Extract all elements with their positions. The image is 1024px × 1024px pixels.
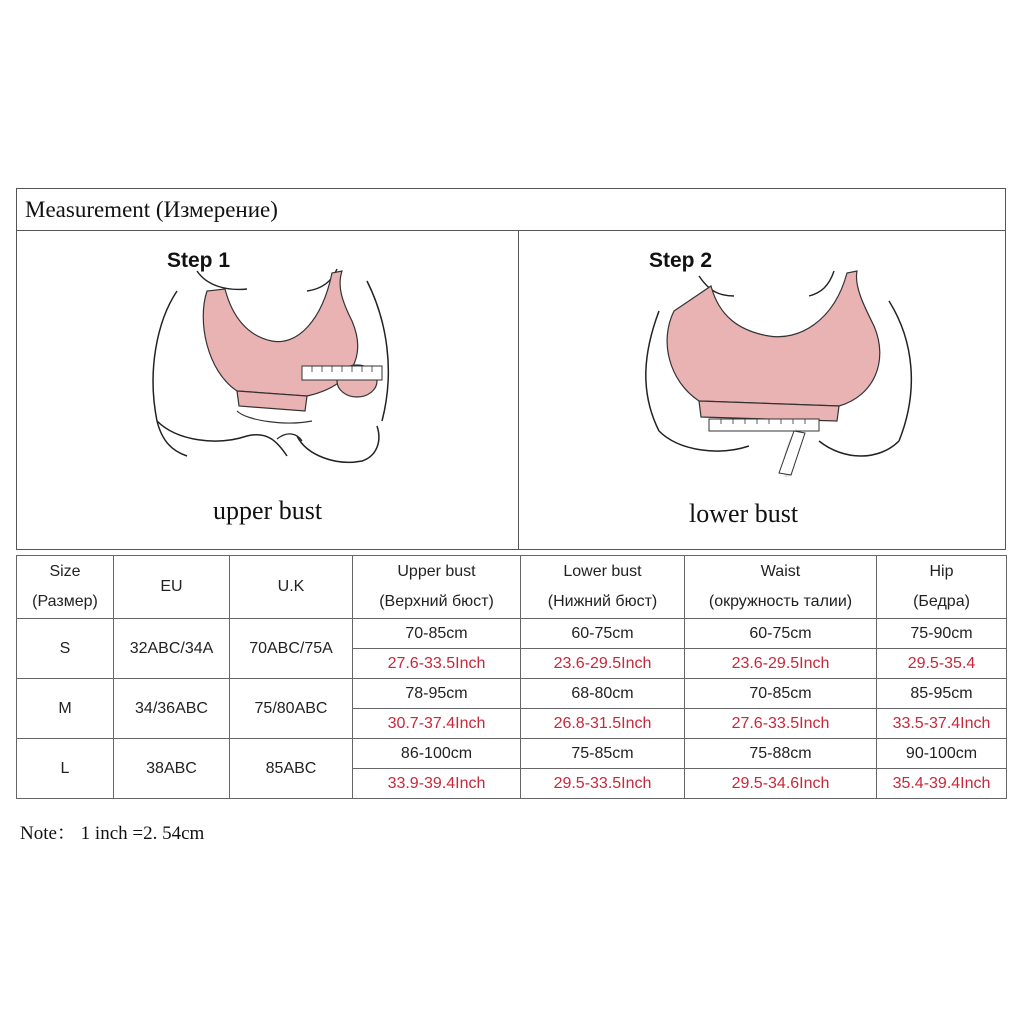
table-row bbox=[17, 679, 1007, 709]
column-header-label: Size bbox=[49, 563, 81, 580]
size-cell: L bbox=[17, 739, 114, 799]
column-header bbox=[877, 556, 1007, 619]
lower-bust-inch-cell: 29.5-33.5Inch bbox=[521, 769, 685, 799]
upper-bust-inch-cell: 33.9-39.4Inch bbox=[353, 769, 521, 799]
uk-size-cell: 85ABC bbox=[230, 739, 353, 799]
measurement-panel bbox=[16, 188, 1006, 550]
eu-size-cell: 38ABC bbox=[114, 739, 230, 799]
waist-cm-cell: 70-85cm bbox=[685, 679, 877, 709]
lower-bust-inch-cell: 26.8-31.5Inch bbox=[521, 709, 685, 739]
uk-size-cell: 75/80ABC bbox=[230, 679, 353, 739]
column-header-sublabel: (Верхний бюст) bbox=[379, 593, 494, 610]
column-header-sublabel: (окружность талии) bbox=[708, 593, 853, 610]
column-header bbox=[230, 556, 353, 619]
column-header bbox=[521, 556, 685, 619]
step1-label: Step 1 bbox=[167, 249, 231, 272]
column-header-sublabel: (Нижний бюст) bbox=[547, 593, 658, 610]
conversion-note: Note： 1 inch =2. 54cm bbox=[20, 823, 205, 844]
upper-bust-cm-cell: 86-100cm bbox=[353, 739, 521, 769]
eu-size-cell: 34/36ABC bbox=[114, 679, 230, 739]
measurement-title: Measurement (Измерение) bbox=[17, 189, 1005, 231]
lower-bust-illustration bbox=[629, 261, 919, 481]
column-header bbox=[353, 556, 521, 619]
lower-bust-cm-cell: 75-85cm bbox=[521, 739, 685, 769]
uk-size-cell: 70ABC/75A bbox=[230, 619, 353, 679]
table-row bbox=[17, 739, 1007, 769]
table-row bbox=[17, 619, 1007, 649]
hip-cm-cell: 85-95cm bbox=[877, 679, 1007, 709]
step2-caption: lower bust bbox=[689, 499, 799, 528]
eu-size-cell: 32ABC/34A bbox=[114, 619, 230, 679]
hip-cm-cell: 75-90cm bbox=[877, 619, 1007, 649]
upper-bust-inch-cell: 30.7-37.4Inch bbox=[353, 709, 521, 739]
size-cell: S bbox=[17, 619, 114, 679]
waist-cm-cell: 75-88cm bbox=[685, 739, 877, 769]
hip-inch-cell: 29.5-35.4 bbox=[877, 649, 1007, 679]
table-body bbox=[17, 619, 1007, 799]
size-cell: M bbox=[17, 679, 114, 739]
lower-bust-inch-cell: 23.6-29.5Inch bbox=[521, 649, 685, 679]
column-header bbox=[17, 556, 114, 619]
column-header-sublabel: (Размер) bbox=[32, 593, 98, 610]
column-header-sublabel: (Бедра) bbox=[913, 593, 970, 610]
upper-bust-cm-cell: 70-85cm bbox=[353, 619, 521, 649]
step2-label: Step 2 bbox=[649, 249, 713, 272]
lower-bust-cm-cell: 60-75cm bbox=[521, 619, 685, 649]
column-header-label: Lower bust bbox=[563, 563, 642, 580]
waist-inch-cell: 27.6-33.5Inch bbox=[685, 709, 877, 739]
hip-inch-cell: 33.5-37.4Inch bbox=[877, 709, 1007, 739]
waist-inch-cell: 29.5-34.6Inch bbox=[685, 769, 877, 799]
column-header bbox=[685, 556, 877, 619]
step2-panel bbox=[519, 231, 1005, 549]
column-header bbox=[114, 556, 230, 619]
lower-bust-cm-cell: 68-80cm bbox=[521, 679, 685, 709]
size-table bbox=[16, 555, 1007, 799]
column-header-label: U.K bbox=[277, 578, 305, 595]
upper-bust-cm-cell: 78-95cm bbox=[353, 679, 521, 709]
upper-bust-illustration bbox=[137, 261, 397, 481]
step1-caption: upper bust bbox=[213, 496, 323, 525]
hip-inch-cell: 35.4-39.4Inch bbox=[877, 769, 1007, 799]
table-header-row bbox=[17, 556, 1007, 619]
waist-cm-cell: 60-75cm bbox=[685, 619, 877, 649]
upper-bust-inch-cell: 27.6-33.5Inch bbox=[353, 649, 521, 679]
hip-cm-cell: 90-100cm bbox=[877, 739, 1007, 769]
waist-inch-cell: 23.6-29.5Inch bbox=[685, 649, 877, 679]
column-header-label: Hip bbox=[929, 563, 954, 580]
column-header-label: Waist bbox=[760, 563, 801, 580]
column-header-label: Upper bust bbox=[397, 563, 476, 580]
column-header-label: EU bbox=[160, 578, 183, 595]
step1-panel bbox=[17, 231, 519, 549]
